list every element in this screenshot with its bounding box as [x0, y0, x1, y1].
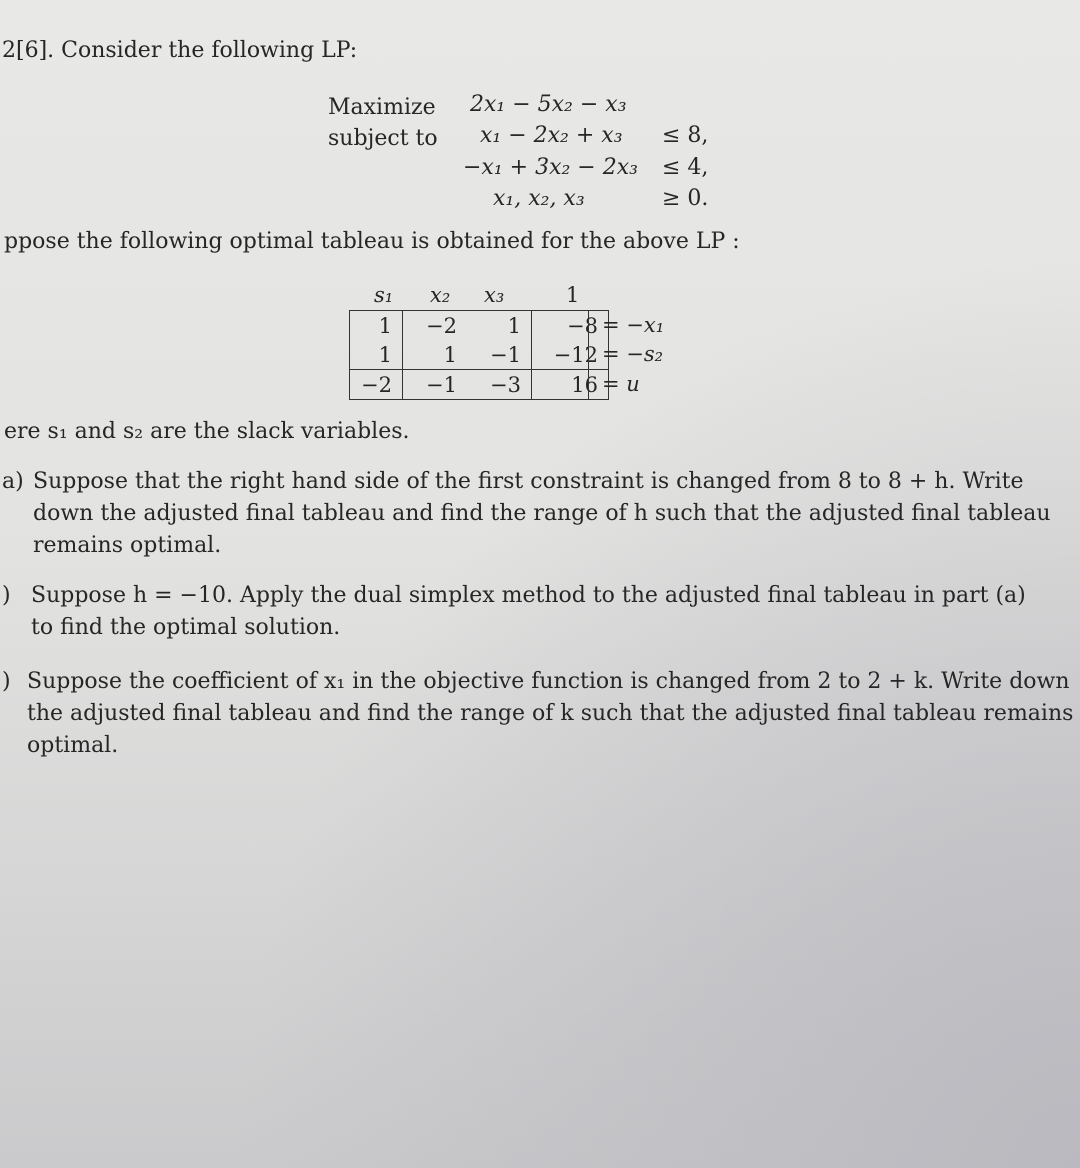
row-label-3: [602, 372, 640, 396]
tableau-header-x2: x₂: [430, 283, 451, 307]
part-b-tag: ): [2, 583, 11, 608]
maximize-label: Maximize: [328, 95, 436, 120]
problem-header: 2[6]. Consider the following LP:: [2, 38, 358, 63]
constraint-2-rel: ≤ 4,: [662, 155, 709, 180]
part-c-line: optimal.: [27, 733, 119, 758]
tableau-cell: 1: [350, 311, 403, 341]
part-a-tag: a): [2, 469, 24, 494]
row-label-1: [602, 313, 664, 337]
tableau-cell: −2: [426, 313, 457, 338]
tableau-row: [350, 311, 609, 341]
tableau-header-const: 1: [566, 283, 580, 307]
row-label-text: = −x₁: [602, 313, 665, 337]
tableau-cell: −3: [467, 370, 532, 400]
tableau-cell: −1: [403, 370, 468, 400]
constraint-2-lhs: −x₁ + 3x₂ − 2x₃: [463, 155, 638, 180]
row-label-text: = −s₂: [602, 342, 664, 366]
part-a-line: down the adjusted final tableau and find the range of h such that the adjusted final tableau: [33, 501, 1051, 526]
constraint-1-lhs: x₁ − 2x₂ + x₃: [480, 123, 623, 148]
part-b-line: to find the optimal solution.: [31, 615, 341, 640]
part-a-line: Suppose that the right hand side of the first constraint is changed from 8 to 8 + h. Write: [33, 469, 1024, 494]
tableau-cell: 1: [467, 311, 532, 341]
row-label-text: = u: [602, 372, 640, 396]
tableau-cell: 1: [350, 340, 403, 370]
part-a-text: [33, 466, 1051, 562]
part-b-line: Suppose h = −10. Apply the dual simplex method to the adjusted final tableau in part (a): [31, 583, 1026, 608]
tableau-row: [350, 340, 609, 370]
tableau-row: [350, 370, 609, 400]
tableau-cell: 16: [532, 370, 609, 400]
lp-labels: [328, 92, 438, 154]
tableau-header-x3: x₃: [484, 283, 505, 307]
part-b-text: [31, 580, 1026, 644]
part-c-text: [27, 666, 1073, 762]
subject-to-label: subject to: [328, 126, 438, 151]
constraint-3-rel: ≥ 0.: [662, 186, 709, 211]
optimal-tableau: [349, 310, 609, 400]
tableau-cell: −8: [532, 311, 609, 341]
part-c-line: the adjusted final tableau and find the range of k such that the adjusted final tableau remains: [27, 701, 1074, 726]
tableau-cell: −1: [467, 340, 532, 370]
constraint-1-rel: ≤ 8,: [662, 123, 709, 148]
tableau-cell: −2: [350, 370, 403, 400]
row-label-2: [602, 342, 663, 366]
tableau-cell: 1: [443, 342, 457, 367]
part-c-line: Suppose the coefficient of x₁ in the objective function is changed from 2 to 2 + k. Write down: [27, 669, 1070, 694]
slack-note: ere s₁ and s₂ are the slack variables.: [4, 419, 410, 444]
part-c-tag: ): [2, 669, 11, 694]
part-a-line: remains optimal.: [33, 533, 222, 558]
tableau-cell: −12: [532, 340, 609, 370]
tableau-header-s1: s₁: [374, 283, 394, 307]
lp-objective: 2x₁ − 5x₂ − x₃: [470, 92, 627, 117]
constraint-3-lhs: x₁, x₂, x₃: [493, 186, 585, 211]
tableau-intro: ppose the following optimal tableau is obtained for the above LP :: [4, 229, 740, 254]
